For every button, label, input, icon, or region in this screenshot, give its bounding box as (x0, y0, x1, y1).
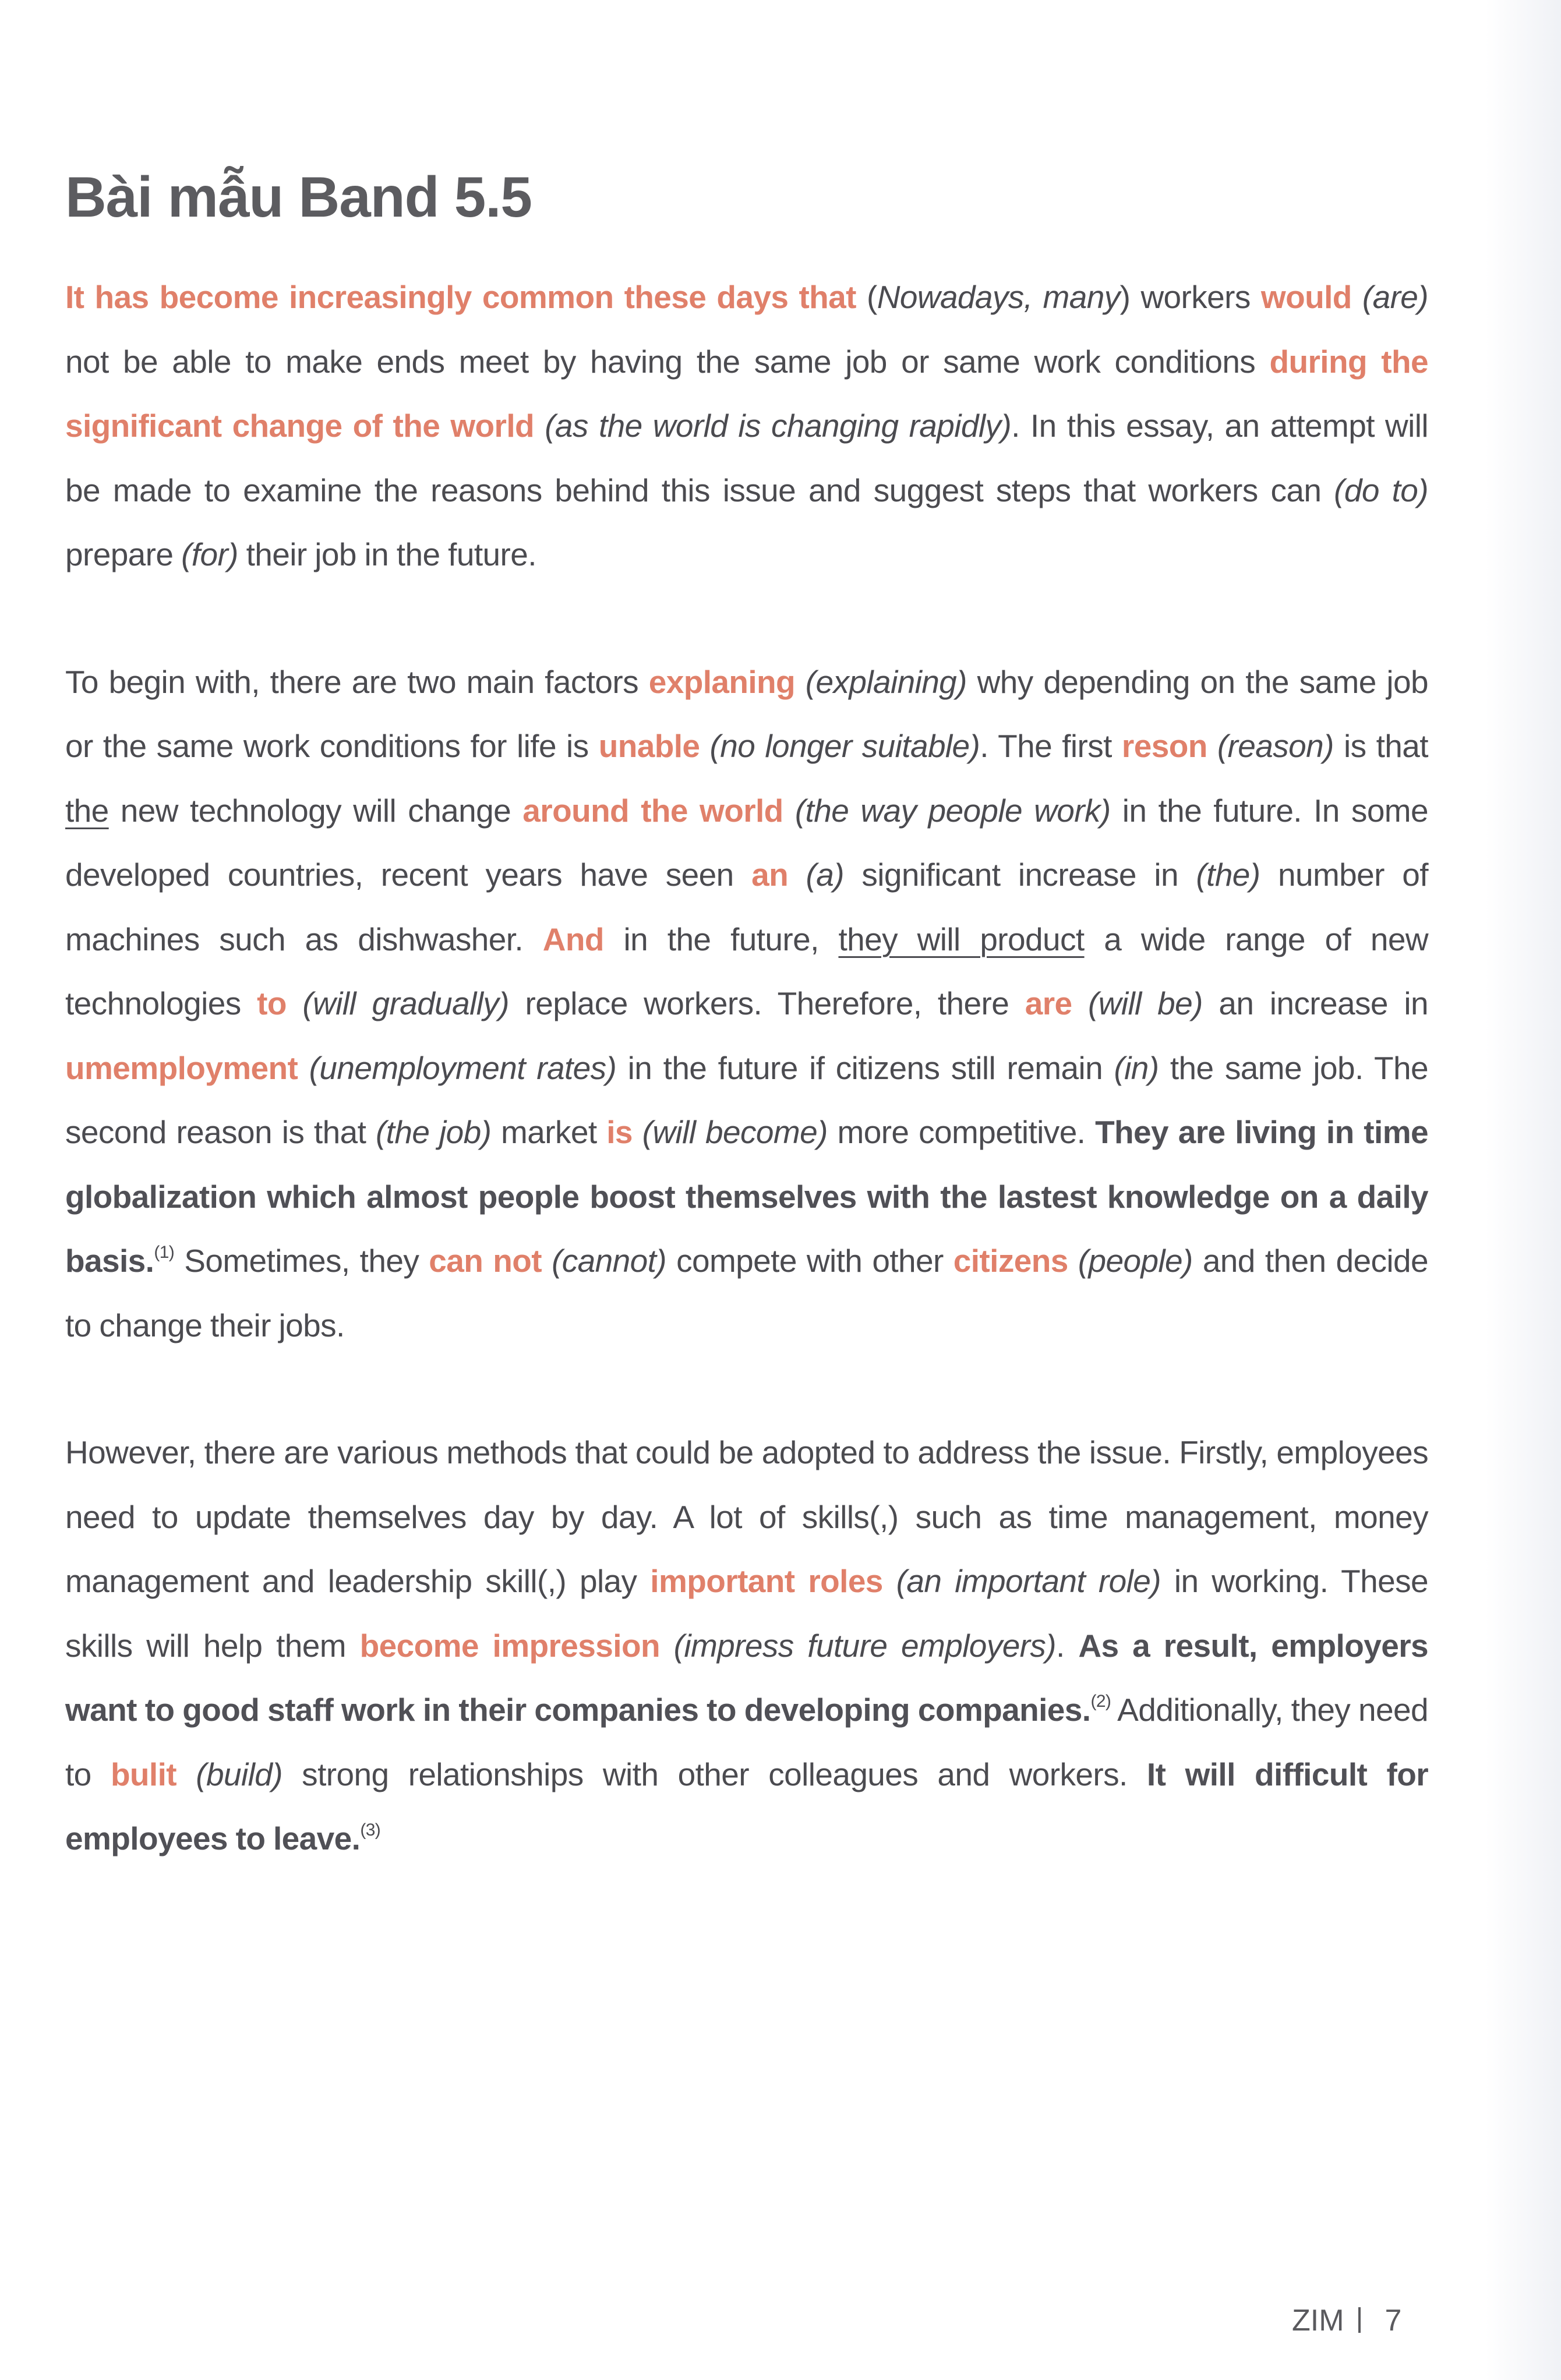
error-phrase: are (1025, 985, 1072, 1021)
underlined-phrase: they will product (838, 921, 1085, 957)
text-run: significant increase in (843, 857, 1196, 893)
error-phrase: an (751, 857, 789, 893)
text-run (795, 664, 806, 700)
error-phrase: explaning (648, 663, 796, 700)
text-run: more competitive. (827, 1114, 1096, 1150)
flagged-sentence: It will difficult for employees to leave. (65, 1756, 1428, 1856)
text-run: number of machines such as dishwasher. (65, 857, 1428, 957)
correction-phrase: (explaining) (805, 663, 967, 700)
error-phrase: is (606, 1114, 633, 1150)
text-run: an increase in (1202, 985, 1428, 1021)
correction-phrase: (people) (1078, 1243, 1193, 1279)
page-title: Bài mẫu Band 5.5 (65, 165, 532, 229)
text-run: in the future if citizens still remain (616, 1049, 1114, 1086)
error-phrase: around the world (522, 792, 783, 829)
text-run (287, 985, 302, 1021)
text-run: is that (1333, 728, 1428, 764)
footer-brand: ZIM (1292, 2304, 1344, 2337)
text-run (660, 1628, 674, 1664)
text-run: and then decide to change their jobs. (65, 1243, 1428, 1343)
footnote-marker: (1) (154, 1243, 175, 1262)
text-run (176, 1756, 196, 1792)
correction-phrase: (the) (1196, 857, 1260, 893)
text-run (700, 728, 709, 764)
page-number: 7 (1385, 2304, 1402, 2337)
text-run: However, there are various methods that could be adopted to address the issue. Firstly, employees need to update themselves day by day. A lot of skills(,) such as time management, money management and leadership skill(,) play (65, 1434, 1428, 1599)
essay-paragraph-1 (65, 265, 1428, 587)
text-run (1068, 1243, 1078, 1279)
error-phrase: unable (598, 728, 700, 764)
error-phrase: citizens (953, 1243, 1068, 1279)
correction-phrase: (the job) (375, 1114, 492, 1150)
correction-phrase: (cannot) (552, 1243, 667, 1279)
error-phrase: to (257, 985, 287, 1021)
correction-phrase: (the way people work) (794, 792, 1111, 829)
correction-phrase: (are) (1362, 279, 1428, 315)
essay-body (65, 265, 1428, 1934)
text-run (783, 793, 795, 829)
correction-phrase: (reason) (1217, 728, 1334, 764)
correction-phrase: (will gradually) (302, 985, 510, 1021)
text-run: To begin with, there are two main factors (65, 663, 649, 700)
correction-phrase: (no longer suitable) (709, 728, 980, 764)
text-run: why depending on the same job or the same work conditions for life is (65, 663, 1428, 764)
text-run: their job in the future. (238, 536, 536, 572)
text-run: market (491, 1114, 607, 1150)
text-run: . The first (980, 728, 1122, 764)
text-run: Sometimes, they (174, 1243, 429, 1279)
correction-phrase: (unemployment rates) (309, 1049, 617, 1086)
error-phrase: during the significant change of the world (65, 343, 1428, 444)
text-run (1207, 728, 1217, 764)
error-phrase: important roles (650, 1563, 883, 1599)
text-run: ( (856, 279, 877, 315)
text-run: ) workers (1119, 279, 1261, 315)
text-run: a wide range of new technologies (65, 921, 1428, 1021)
text-run (788, 857, 806, 893)
essay-paragraph-2 (65, 650, 1428, 1358)
text-run (1072, 985, 1088, 1021)
text-run: the same job. The second reason is that (65, 1049, 1429, 1150)
text-run (534, 408, 545, 444)
correction-phrase: (will be) (1087, 985, 1203, 1021)
text-run: . (1056, 1627, 1079, 1664)
footnote-marker: (2) (1090, 1692, 1111, 1711)
correction-phrase: (will become) (642, 1114, 828, 1150)
error-phrase: And (542, 921, 604, 957)
text-run: strong relationships with other colleagues and workers. (282, 1756, 1147, 1792)
text-run: not be able to make ends meet by having the same job or same work conditions (65, 343, 1270, 380)
flagged-sentence: They are living in time globalization which almost people boost themselves with the lastest knowledge on a daily basis. (65, 1114, 1428, 1279)
text-run: replace workers. Therefore, there (509, 985, 1025, 1021)
correction-phrase: (in) (1114, 1049, 1159, 1086)
page-footer (1292, 2303, 1401, 2338)
correction-phrase: (build) (196, 1756, 282, 1792)
error-phrase: umemployment (65, 1049, 298, 1086)
correction-phrase: (for) (181, 536, 238, 572)
footnote-marker: (3) (360, 1820, 381, 1840)
error-phrase: bulit (110, 1756, 177, 1792)
text-run (1352, 279, 1362, 315)
essay-paragraph-3 (65, 1420, 1428, 1871)
error-phrase: It has become increasingly common these days that (65, 279, 856, 315)
correction-phrase: (impress future employers) (673, 1627, 1057, 1664)
text-run: compete with other (666, 1243, 953, 1279)
text-run (633, 1114, 642, 1150)
correction-phrase: Nowadays, many (877, 279, 1120, 315)
text-run: Additionally, they need to (65, 1692, 1428, 1792)
text-run: in working. These skills will help them (65, 1563, 1428, 1664)
text-run: new technology will change (108, 792, 523, 829)
error-phrase: would (1260, 279, 1352, 315)
flagged-sentence: As a result, employers want to good staff work in their companies to developing companies. (65, 1627, 1428, 1728)
text-run (298, 1050, 309, 1086)
footer-divider (1358, 2307, 1361, 2333)
correction-phrase: (a) (806, 857, 844, 893)
correction-phrase: (do to) (1334, 472, 1428, 508)
scan-page-edge-shadow (1485, 0, 1561, 2380)
correction-phrase: (an important role) (896, 1563, 1161, 1599)
error-phrase: become impression (359, 1627, 660, 1664)
text-run: prepare (65, 536, 182, 572)
text-run: in the future, (603, 921, 839, 957)
underlined-phrase: the (65, 792, 109, 829)
error-phrase: can not (429, 1243, 542, 1279)
text-run: in the future. In some developed countries, recent years have seen (65, 792, 1429, 893)
text-run (542, 1243, 552, 1279)
text-run: . In this essay, an attempt will be made to examine the reasons behind this issue and suggest steps that workers can (65, 408, 1429, 508)
correction-phrase: (as the world is changing rapidly) (545, 408, 1012, 444)
error-phrase: reson (1121, 728, 1207, 764)
text-run (883, 1563, 896, 1599)
